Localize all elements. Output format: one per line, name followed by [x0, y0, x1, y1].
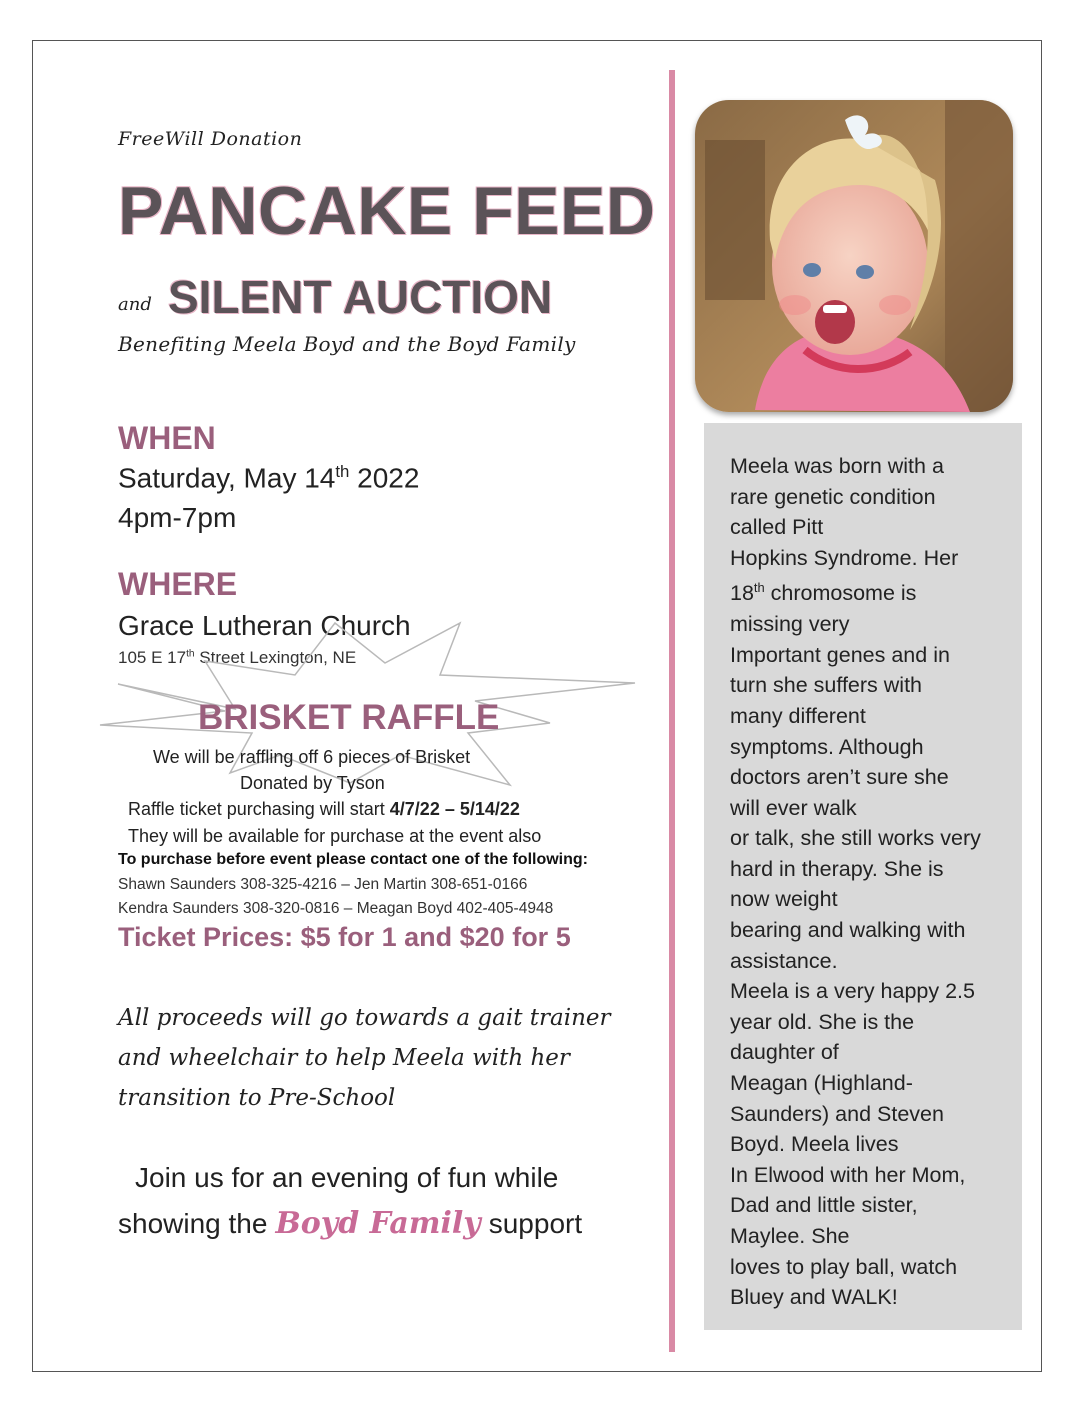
benefiting-text: Benefiting Meela Boyd and the Boyd Family — [118, 332, 576, 356]
child-photo — [695, 100, 1013, 412]
raffle-line-2: Donated by Tyson — [240, 773, 385, 793]
proceeds-text: All proceeds will go towards a gait trainer and wheelchair to help Meela with her transition to Pre-School — [118, 1005, 611, 1111]
raffle-dates-line: Raffle ticket purchasing will start 4/7/22 – 5/14/22 — [128, 799, 520, 819]
venue-name: Grace Lutheran Church — [118, 610, 411, 641]
when-heading: WHEN — [118, 420, 216, 456]
boyd-family-highlight: Boyd Family — [275, 1206, 481, 1241]
contacts-line-1: Shawn Saunders 308-325-4216 – Jen Martin 308-651-0166 — [118, 876, 528, 893]
raffle-title: BRISKET RAFFLE — [198, 698, 500, 737]
join-line-1: Join us for an evening of fun while — [135, 1162, 559, 1193]
event-subtitle: SILENT AUCTION — [168, 271, 553, 323]
where-heading: WHERE — [118, 566, 238, 602]
freewill-donation-text: FreeWill Donation — [118, 128, 303, 150]
event-title: PANCAKE FEED — [118, 173, 656, 249]
and-text: and — [118, 294, 152, 315]
venue-address: 105 E 17th Street Lexington, NE — [118, 648, 357, 667]
raffle-line-1: We will be raffling off 6 pieces of Brisket — [153, 747, 471, 767]
pink-divider — [669, 70, 675, 1352]
contact-heading: To purchase before event please contact one of the following: — [118, 851, 588, 868]
story-text: Meela was born with a rare genetic condition called Pitt Hopkins Syndrome. Her 18th chromosome is missing very Important genes and in turn she suffers with many different symptoms. Although doctors aren’t sure she will ever walk or talk, she still works very hard in therapy. She is now weight bearing and walking with assistance. Meela is a very happy 2.5 year old. She is the daughter of Meagan (Highland- Saunders) and Steven Boyd. Meela lives In Elwood with her Mom, Dad and little sister, Maylee. She loves to play ball, watch Bluey and WALK! — [730, 454, 981, 1310]
contacts-line-2: Kendra Saunders 308-320-0816 – Meagan Boyd 402-405-4948 — [118, 900, 554, 917]
ticket-prices: Ticket Prices: $5 for 1 and $20 for 5 — [118, 922, 571, 952]
story-sidebar — [704, 423, 1022, 1330]
event-time: 4pm-7pm — [118, 502, 237, 533]
raffle-line-4: They will be available for purchase at the event also — [128, 826, 542, 846]
event-date: Saturday, May 14th 2022 — [118, 462, 420, 494]
join-line-2: showing the Boyd Family support — [118, 1206, 583, 1241]
